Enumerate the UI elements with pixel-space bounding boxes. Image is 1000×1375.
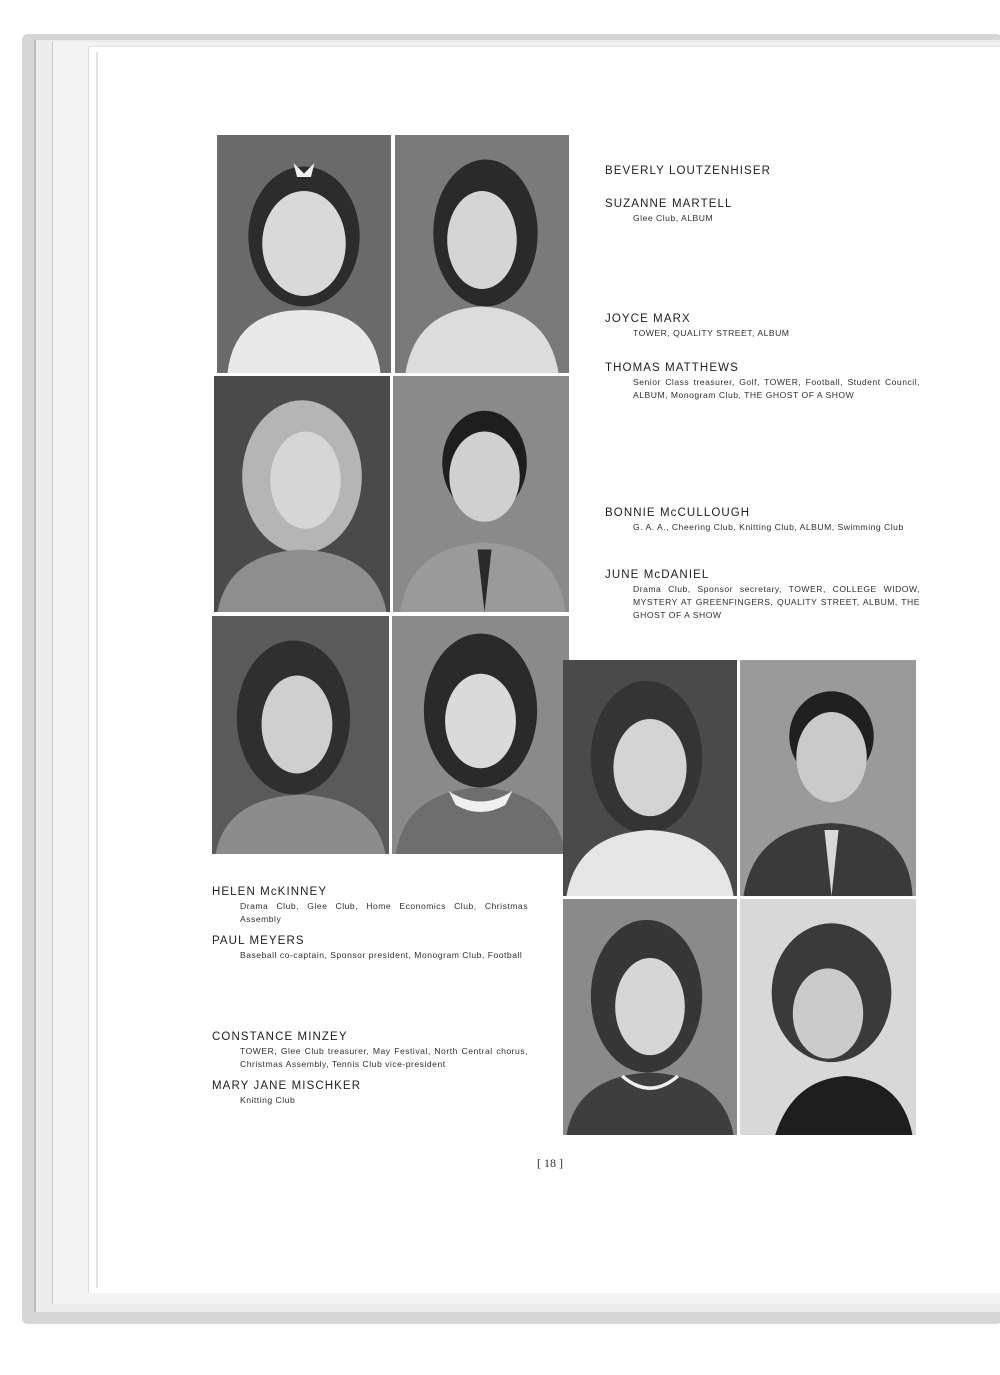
- student-entry: [212, 1031, 528, 1071]
- portrait-photo-1: [217, 135, 391, 373]
- student-activities: TOWER, Glee Club treasurer, May Festival, North Central chorus, Christmas Assembly, Tennis Club vice-president: [240, 1046, 528, 1069]
- student-entry: [212, 886, 528, 926]
- student-name: JUNE McDANIEL: [605, 569, 710, 581]
- portrait-photo-5: [212, 616, 389, 854]
- student-name: PAUL MEYERS: [212, 935, 305, 947]
- student-entry: [605, 313, 920, 340]
- student-entry: [212, 1080, 528, 1107]
- portrait-photo-3: [214, 376, 390, 612]
- student-activities: Drama Club, Sponsor secretary, TOWER, COLLEGE WIDOW, MYSTERY AT GREENFINGERS, QUALITY STREET, ALBUM, THE GHOST OF A SHOW: [633, 584, 920, 620]
- student-entry: [212, 935, 528, 962]
- portrait-photo-4: [393, 376, 569, 612]
- student-name: MARY JANE MISCHKER: [212, 1080, 362, 1092]
- student-activities: G. A. A., Cheering Club, Knitting Club, ALBUM, Swimming Club: [633, 522, 904, 532]
- student-name: BEVERLY LOUTZENHISER: [605, 165, 772, 177]
- portrait-photo-6: [392, 616, 569, 854]
- page-number: [ 18 ]: [537, 1156, 563, 1170]
- student-activities: Glee Club, ALBUM: [633, 213, 714, 223]
- student-activities: Baseball co-captain, Sponsor president, Monogram Club, Football: [240, 950, 523, 960]
- student-entry: [605, 198, 920, 225]
- student-activities: Knitting Club: [240, 1095, 296, 1105]
- page-binding-line: [96, 52, 98, 1288]
- portrait-photo-8: [740, 660, 916, 896]
- student-entry: [605, 569, 920, 622]
- portrait-photo-10: [740, 899, 916, 1135]
- student-activities: Senior Class treasurer, Golf, TOWER, Football, Student Council, ALBUM, Monogram Club, THE GHOST OF A SHOW: [633, 377, 920, 400]
- student-activities: Drama Club, Glee Club, Home Economics Club, Christmas Assembly: [240, 901, 528, 924]
- portrait-photo-9: [563, 899, 737, 1135]
- student-name: BONNIE McCULLOUGH: [605, 507, 751, 519]
- student-name: THOMAS MATTHEWS: [605, 362, 739, 374]
- student-name: CONSTANCE MINZEY: [212, 1031, 348, 1043]
- student-name: HELEN McKINNEY: [212, 886, 328, 898]
- student-name: JOYCE MARX: [605, 313, 691, 325]
- student-name: SUZANNE MARTELL: [605, 198, 733, 210]
- portrait-photo-2: [395, 135, 569, 373]
- student-entry: [605, 507, 920, 534]
- portrait-photo-7: [563, 660, 737, 896]
- student-entry: [605, 165, 920, 177]
- student-activities: TOWER, QUALITY STREET, ALBUM: [633, 328, 790, 338]
- student-entry: [605, 362, 920, 402]
